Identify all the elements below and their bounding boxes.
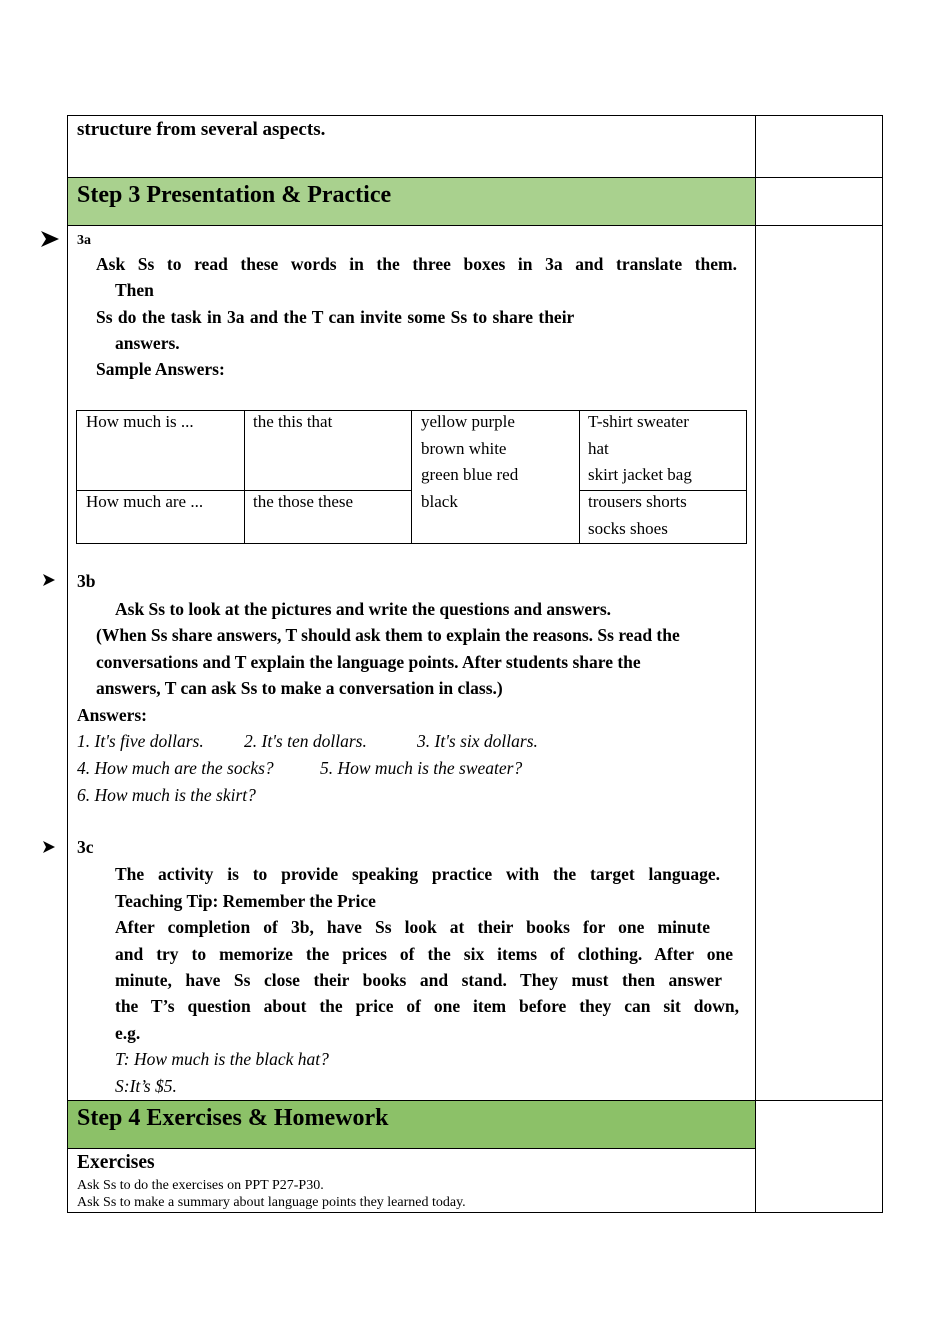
answer-item: 6. How much is the skirt? — [77, 785, 256, 805]
section-3c-text: e.g. — [115, 1023, 141, 1043]
bullet-arrow-icon — [42, 573, 56, 587]
teaching-tip: Teaching Tip: Remember the Price — [115, 891, 376, 911]
section-3b-text: conversations and T explain the language points. After students share the — [96, 652, 641, 672]
table-border — [67, 1100, 883, 1101]
bullet-arrow-icon — [42, 840, 56, 854]
vocab-cell: How much is ... — [86, 412, 194, 431]
vocab-cell: green blue red — [421, 465, 519, 484]
table-border-bottom — [67, 1212, 883, 1213]
dialog-line: S:It’s $5. — [115, 1076, 177, 1096]
table-border-top — [67, 115, 883, 116]
vocab-table-border — [244, 410, 245, 544]
section-3c-text: the T’s question about the price of one item before they can sit down, — [115, 996, 739, 1016]
section-3b-text: answers, T can ask Ss to make a conversation in class.) — [96, 678, 503, 698]
table-border — [67, 177, 883, 178]
section-3a-text: answers. — [115, 333, 180, 353]
vocab-cell: black — [421, 491, 458, 511]
table-border-mid — [755, 115, 756, 1213]
vocab-cell: yellow purple — [421, 412, 515, 431]
answer-item: 2. It's ten dollars. — [244, 731, 367, 751]
section-3b-text: (When Ss share answers, T should ask them to explain the reasons. Ss read the — [96, 625, 680, 645]
table-border — [67, 1148, 756, 1149]
vocab-cell: brown white — [421, 438, 507, 458]
table-border — [67, 225, 883, 226]
answer-item: 1. It's five dollars. — [77, 731, 204, 751]
exercises-line: Ask Ss to make a summary about language points they learned today. — [77, 1195, 466, 1210]
table-border-right — [882, 115, 883, 1213]
section-3a-text: Ss do the task in 3a and the T can invite some Ss to share their — [96, 307, 575, 327]
vocab-cell: hat — [588, 438, 609, 458]
table-border-left — [67, 115, 68, 1213]
section-3c-text: minute, have Ss close their books and stand. They must then answer — [115, 970, 722, 990]
vocab-cell: skirt jacket bag — [588, 465, 692, 484]
section-3b-text: Ask Ss to look at the pictures and write the questions and answers. — [115, 599, 612, 619]
vocab-cell: socks shoes — [588, 518, 668, 538]
answer-item: 4. How much are the socks? — [77, 758, 274, 778]
answer-item: 5. How much is the sweater? — [320, 758, 523, 778]
vocab-table-border — [746, 410, 747, 544]
section-3b-label: 3b — [77, 571, 96, 591]
section-3a-label: 3a — [77, 233, 91, 248]
vocab-cell: T-shirt sweater — [588, 412, 689, 431]
section-3a-text: Then — [115, 280, 154, 300]
step3-heading: Step 3 Presentation & Practice — [77, 182, 392, 208]
step4-heading: Step 4 Exercises & Homework — [77, 1105, 389, 1131]
vocab-cell: the this that — [253, 412, 333, 431]
section-3c-text: After completion of 3b, have Ss look at their books for one minute — [115, 917, 710, 937]
section-3c-text: The activity is to provide speaking practice with the target language. — [115, 864, 720, 884]
sample-answers-label: Sample Answers: — [96, 359, 225, 379]
vocab-cell: the those these — [253, 492, 354, 511]
exercises-line: Ask Ss to do the exercises on PPT P27-P30. — [77, 1178, 324, 1193]
vocab-cell: trousers shorts — [588, 492, 687, 511]
vocab-table-border — [579, 410, 580, 544]
vocab-table-border — [411, 410, 412, 544]
exercises-label: Exercises — [77, 1152, 155, 1173]
section-3a-text: Ask Ss to read these words in the three boxes in 3a and translate them. — [96, 254, 737, 274]
vocab-table-border — [76, 410, 77, 544]
vocab-cell: How much are ... — [86, 492, 204, 511]
dialog-line: T: How much is the black hat? — [115, 1049, 329, 1069]
section-3c-label: 3c — [77, 837, 94, 857]
answers-label: Answers: — [77, 705, 147, 725]
section-3c-text: and try to memorize the prices of the six items of clothing. After one — [115, 944, 733, 964]
top-text: structure from several aspects. — [77, 119, 326, 140]
bullet-arrow-icon — [40, 230, 60, 248]
answer-item: 3. It's six dollars. — [417, 731, 538, 751]
